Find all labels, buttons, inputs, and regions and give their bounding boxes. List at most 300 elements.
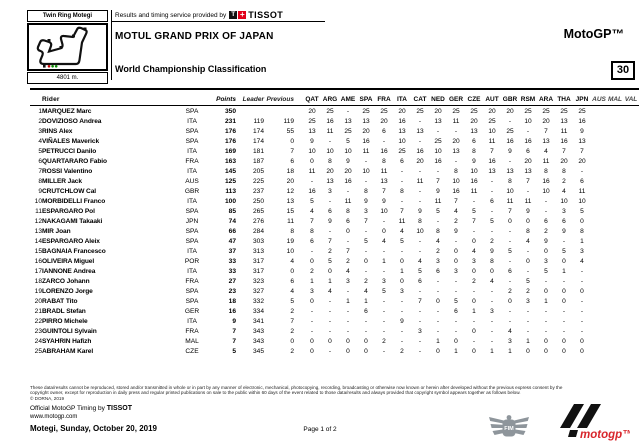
race-points-cell: 8 — [418, 217, 422, 225]
race-points-cell: 20 — [434, 107, 442, 115]
gap-to-leader: 250 — [252, 197, 264, 205]
future-race-cell — [591, 336, 607, 346]
race-points-cell: 16 — [542, 177, 550, 185]
race-points-cell: 1 — [454, 347, 458, 355]
spacer-cell — [294, 296, 303, 306]
race-points-cell: 4 — [562, 187, 566, 195]
race-points-cell: 8 — [580, 227, 584, 235]
race-points-cell: 6 — [580, 177, 584, 185]
race-points-cell: 0 — [580, 217, 584, 225]
race-points-cell: - — [328, 197, 332, 205]
race-points-cell: 11 — [416, 177, 424, 185]
rider-position: 10 — [34, 197, 42, 205]
gap-to-previous: 2 — [290, 307, 294, 315]
rider-nation: FRA — [185, 277, 199, 285]
race-points-cell: - — [418, 287, 422, 295]
race-points-cell: - — [400, 197, 404, 205]
race-points-cell: 0 — [562, 257, 566, 265]
table-row — [30, 176, 639, 186]
race-points-cell: 0 — [400, 277, 404, 285]
race-points-cell: - — [364, 227, 368, 235]
race-points-cell: 16 — [416, 147, 424, 155]
gap-to-previous: 55 — [286, 127, 294, 135]
gap-to-leader: 276 — [252, 217, 264, 225]
race-points-cell: 9 — [346, 157, 350, 165]
future-race-cell — [623, 196, 639, 206]
race-points-cell: 16 — [434, 157, 442, 165]
future-race-cell — [623, 146, 639, 156]
race-points-cell: - — [418, 247, 422, 255]
rider-nation: GBR — [184, 187, 200, 195]
race-column-header: ITA — [397, 96, 407, 103]
future-race-cell — [607, 136, 623, 146]
race-points-cell: 9 — [472, 157, 476, 165]
race-points-cell: 11 — [326, 127, 334, 135]
race-points-cell: - — [382, 267, 386, 275]
rider-points: 350 — [224, 107, 236, 115]
race-points-cell: 3 — [418, 327, 422, 335]
race-points-cell: 20 — [560, 157, 568, 165]
race-points-cell: 7 — [544, 127, 548, 135]
official-timing-line — [30, 405, 132, 412]
race-points-cell: 16 — [524, 137, 532, 145]
race-points-cell: 9 — [310, 137, 314, 145]
race-column-header: QAT — [305, 96, 319, 103]
race-points-cell: 0 — [310, 347, 314, 355]
race-points-cell: - — [544, 307, 548, 315]
rider-nation: ITA — [187, 197, 197, 205]
race-points-cell: - — [526, 127, 530, 135]
rider-name: MILLER Jack — [42, 177, 82, 185]
rider-nation: FRA — [185, 327, 199, 335]
rider-position: 3 — [38, 127, 42, 135]
future-race-cell — [623, 266, 639, 276]
gap-to-leader: 225 — [252, 177, 264, 185]
future-race-cell — [607, 336, 623, 346]
rider-nation: AUS — [185, 177, 199, 185]
future-race-cell — [623, 306, 639, 316]
future-race-cell — [591, 236, 607, 246]
rider-points: 7 — [232, 337, 236, 345]
race-points-cell: 9 — [544, 237, 548, 245]
rider-name: BAGNAIA Francesco — [42, 247, 106, 255]
gap-to-leader: 303 — [252, 237, 264, 245]
rider-nation: SPA — [185, 297, 199, 305]
race-points-cell: 6 — [346, 217, 350, 225]
race-points-cell: 9 — [400, 317, 404, 325]
rider-position: 14 — [34, 237, 42, 245]
rider-position: 21 — [34, 307, 42, 315]
race-points-cell: 2 — [436, 247, 440, 255]
race-points-cell: 0 — [310, 257, 314, 265]
rider-points: 18 — [228, 297, 236, 305]
rider-position: 6 — [38, 157, 42, 165]
circuit-length: 4801 m. — [27, 72, 108, 84]
race-points-cell: 4 — [310, 207, 314, 215]
race-points-cell: 1 — [472, 307, 476, 315]
race-points-cell: 16 — [470, 177, 478, 185]
gap-to-previous: 6 — [290, 277, 294, 285]
race-points-cell: 0 — [544, 287, 548, 295]
spacer-cell — [294, 336, 303, 346]
spacer-cell — [294, 276, 303, 286]
race-points-cell: 1 — [580, 237, 584, 245]
future-race-cell — [607, 346, 623, 356]
race-points-cell: 0 — [310, 297, 314, 305]
gap-to-leader — [236, 106, 264, 117]
race-points-cell: - — [490, 187, 494, 195]
table-row — [30, 236, 639, 246]
rider-points: 169 — [224, 147, 236, 155]
gap-to-leader: 343 — [252, 327, 264, 335]
table-row — [30, 136, 639, 146]
race-points-cell: 16 — [452, 187, 460, 195]
rider-nation: SPA — [185, 137, 199, 145]
race-points-cell: 0 — [526, 217, 530, 225]
race-points-cell: 0 — [562, 297, 566, 305]
rider-position: 8 — [38, 177, 42, 185]
spacer-cell — [294, 236, 303, 246]
table-row — [30, 326, 639, 336]
race-points-cell: 0 — [436, 347, 440, 355]
race-points-cell: - — [382, 217, 386, 225]
race-points-cell: - — [580, 327, 584, 335]
future-race-cell — [591, 146, 607, 156]
race-column-header: FRA — [377, 96, 391, 103]
race-column-header: CZE — [467, 96, 481, 103]
race-points-cell: - — [562, 317, 566, 325]
race-points-cell: - — [382, 137, 386, 145]
race-points-cell: 11 — [308, 167, 316, 175]
race-points-cell: 0 — [400, 257, 404, 265]
race-points-cell: 0 — [328, 267, 332, 275]
race-points-cell: - — [364, 247, 368, 255]
rider-name: BRADL Stefan — [42, 307, 86, 315]
race-points-cell: - — [436, 317, 440, 325]
table-row — [30, 246, 639, 256]
race-points-cell: - — [526, 187, 530, 195]
race-points-cell: 7 — [328, 237, 332, 245]
gap-to-previous: 0 — [290, 267, 294, 275]
race-points-cell: 3 — [490, 307, 494, 315]
previous-column-header: Previous — [266, 96, 294, 103]
header-rule — [111, 21, 325, 22]
race-points-cell: 0 — [346, 337, 350, 345]
future-race-cell — [623, 246, 639, 256]
rider-name: VIÑALES Maverick — [42, 137, 100, 145]
future-race-cell — [623, 236, 639, 246]
race-column-header: AUT — [485, 96, 499, 103]
race-points-cell: 3 — [580, 247, 584, 255]
race-points-cell: 7 — [472, 217, 476, 225]
gap-to-previous: 2 — [290, 347, 294, 355]
race-points-cell: 0 — [526, 347, 530, 355]
rider-position: 18 — [34, 277, 42, 285]
race-points-cell: 13 — [470, 127, 478, 135]
race-points-cell: 4 — [382, 237, 386, 245]
gap-to-previous: 0 — [290, 137, 294, 145]
rider-nation: JPN — [185, 217, 199, 225]
race-points-cell: 10 — [344, 147, 352, 155]
race-points-cell: - — [544, 317, 548, 325]
race-points-cell: 6 — [454, 307, 458, 315]
race-points-cell: 20 — [326, 167, 334, 175]
timing-prefix: Official MotoGP Timing by — [30, 405, 105, 412]
race-points-cell: 0 — [544, 337, 548, 345]
future-race-cell — [623, 286, 639, 296]
gap-to-leader: 181 — [252, 147, 264, 155]
rider-name: ESPARGARO Aleix — [42, 237, 100, 245]
table-row — [30, 116, 639, 126]
rider-name: MORBIDELLI Franco — [42, 197, 106, 205]
race-points-cell: 13 — [542, 137, 550, 145]
race-points-cell: 2 — [472, 277, 476, 285]
race-points-cell: 8 — [508, 177, 512, 185]
future-race-cell — [591, 316, 607, 326]
race-column-header: ARG — [322, 96, 338, 103]
gap-to-leader: 341 — [252, 317, 264, 325]
race-points-cell: 5 — [580, 207, 584, 215]
race-points-cell: 1 — [400, 267, 404, 275]
race-points-cell: 0 — [544, 247, 548, 255]
race-points-cell: 11 — [434, 197, 442, 205]
race-points-cell: - — [418, 187, 422, 195]
gap-to-previous: 6 — [290, 157, 294, 165]
race-points-cell: - — [418, 337, 422, 345]
race-points-cell: 9 — [490, 247, 494, 255]
race-points-cell: - — [382, 347, 386, 355]
spacer-cell — [294, 156, 303, 166]
disclaimer-line: These data/results cannot be reproduced, stored and/or transmitted in whole or in part by any manner of electronic, mechanical, photocopying, recording, broadcasting or otherwise now known or herein after developed without the previous express consent by the — [30, 385, 563, 390]
spacer-cell — [294, 266, 303, 276]
race-points-cell: 0 — [364, 257, 368, 265]
race-points-cell: - — [346, 307, 350, 315]
rider-nation: SPA — [185, 207, 199, 215]
race-points-cell: - — [490, 207, 494, 215]
race-points-cell: 20 — [542, 117, 550, 125]
race-points-cell: - — [400, 177, 404, 185]
race-points-cell: 0 — [526, 257, 530, 265]
race-points-cell: - — [436, 277, 440, 285]
race-points-cell: 2 — [310, 267, 314, 275]
race-points-cell: 20 — [380, 117, 388, 125]
rider-position: 25 — [34, 347, 42, 355]
spacer-cell — [294, 216, 303, 226]
future-race-cell — [591, 296, 607, 306]
race-column-header: NED — [431, 96, 445, 103]
race-points-cell: 0 — [346, 227, 350, 235]
gap-to-previous: 8 — [290, 227, 294, 235]
race-points-cell: 1 — [436, 337, 440, 345]
race-points-cell: 0 — [562, 287, 566, 295]
table-row — [30, 206, 639, 216]
rider-points: 16 — [228, 307, 236, 315]
gap-to-previous: 5 — [290, 297, 294, 305]
rider-position: 22 — [34, 317, 42, 325]
gap-to-leader: 237 — [252, 187, 264, 195]
race-column-header: RSM — [520, 96, 536, 103]
race-points-cell: 8 — [490, 257, 494, 265]
rider-name: ROSSI Valentino — [42, 167, 93, 175]
race-points-cell: - — [328, 327, 332, 335]
race-points-cell: - — [526, 327, 530, 335]
race-points-cell: 10 — [488, 127, 496, 135]
tissot-t-icon: T — [229, 11, 237, 19]
race-points-cell: 4 — [328, 287, 332, 295]
position-column-header — [30, 89, 42, 106]
rider-nation: MAL — [185, 337, 199, 345]
race-points-cell: 7 — [310, 217, 314, 225]
rider-position: 20 — [34, 297, 42, 305]
race-points-cell: - — [400, 297, 404, 305]
rider-nation: ITA — [187, 267, 197, 275]
race-points-cell: 7 — [580, 147, 584, 155]
future-race-cell — [591, 276, 607, 286]
race-points-cell: 6 — [364, 307, 368, 315]
race-points-cell: 13 — [344, 117, 352, 125]
page-title: World Championship Classification — [115, 64, 267, 74]
race-column-header: GBR — [502, 96, 518, 103]
race-points-cell: 0 — [454, 247, 458, 255]
race-points-cell: 13 — [506, 167, 514, 175]
race-points-cell: - — [562, 327, 566, 335]
leader-column-header: Leader — [242, 96, 264, 103]
race-points-cell: 6 — [310, 237, 314, 245]
race-points-cell: 13 — [362, 117, 370, 125]
race-points-cell: 5 — [562, 247, 566, 255]
race-points-cell: 20 — [452, 137, 460, 145]
gap-to-leader: 343 — [252, 337, 264, 345]
race-points-cell: 7 — [454, 197, 458, 205]
race-points-cell: 8 — [328, 157, 332, 165]
race-points-cell: 0 — [310, 157, 314, 165]
race-points-cell: 20 — [344, 167, 352, 175]
future-race-cell — [591, 326, 607, 336]
race-points-cell: 1 — [544, 297, 548, 305]
race-points-cell: - — [454, 277, 458, 285]
rider-points: 33 — [228, 257, 236, 265]
race-points-cell: 1 — [562, 267, 566, 275]
race-points-cell: 11 — [506, 197, 514, 205]
provided-by-text: Results and timing service provided by — [115, 11, 227, 19]
table-row — [30, 316, 639, 326]
page-number: Page 1 of 2 — [303, 426, 337, 433]
race-points-cell: 5 — [418, 267, 422, 275]
spacer-cell — [294, 316, 303, 326]
race-points-cell: - — [418, 347, 422, 355]
classification-table — [30, 88, 639, 356]
race-points-cell: 4 — [580, 257, 584, 265]
gap-to-previous: 12 — [286, 187, 294, 195]
race-points-cell: 0 — [364, 347, 368, 355]
race-points-cell: 6 — [562, 217, 566, 225]
gap-to-leader: 334 — [252, 307, 264, 315]
future-race-cell — [623, 226, 639, 236]
rider-position: 7 — [38, 167, 42, 175]
timing-brand: TISSOT — [106, 405, 132, 412]
race-points-cell: - — [544, 327, 548, 335]
future-race-cell — [623, 186, 639, 196]
race-points-cell: - — [436, 327, 440, 335]
website-link[interactable]: www.motogp.com — [30, 414, 78, 420]
race-points-cell: 16 — [488, 157, 496, 165]
race-points-cell: 11 — [542, 157, 550, 165]
race-points-cell: 4 — [454, 207, 458, 215]
future-race-cell — [623, 116, 639, 126]
race-points-cell: 4 — [508, 327, 512, 335]
race-points-cell: 5 — [310, 197, 314, 205]
gap-to-leader: 332 — [252, 297, 264, 305]
race-points-cell: 5 — [364, 237, 368, 245]
future-race-cell — [623, 216, 639, 226]
race-points-cell: - — [508, 257, 512, 265]
race-points-cell: 25 — [362, 107, 370, 115]
spacer-cell — [294, 126, 303, 136]
table-row — [30, 126, 639, 136]
rider-position: 1 — [38, 107, 42, 115]
race-points-cell: - — [364, 317, 368, 325]
race-points-cell: 3 — [508, 337, 512, 345]
rider-nation: SPA — [185, 127, 199, 135]
race-points-cell: - — [364, 177, 368, 185]
race-points-cell: 0 — [490, 267, 494, 275]
race-points-cell: 3 — [562, 207, 566, 215]
rider-position: 24 — [34, 337, 42, 345]
future-race-cell — [623, 176, 639, 186]
race-points-cell: - — [328, 137, 332, 145]
svg-text:motogp™: motogp™ — [580, 429, 630, 441]
race-points-cell: - — [418, 317, 422, 325]
rider-name: RINS Alex — [42, 127, 73, 135]
race-points-cell: - — [508, 277, 512, 285]
race-points-cell: 10 — [326, 147, 334, 155]
race-points-cell: 9 — [382, 197, 386, 205]
race-points-cell: 9 — [562, 227, 566, 235]
race-points-cell: - — [526, 317, 530, 325]
race-points-cell: 0 — [544, 347, 548, 355]
race-points-cell: 0 — [580, 347, 584, 355]
rider-points: 23 — [228, 287, 236, 295]
tissot-wordmark: TISSOT — [248, 10, 284, 20]
race-points-cell: - — [346, 187, 350, 195]
race-points-cell: - — [418, 307, 422, 315]
race-points-cell: - — [400, 247, 404, 255]
race-points-cell: 13 — [398, 127, 406, 135]
race-points-cell: 6 — [526, 147, 530, 155]
race-points-cell: - — [418, 197, 422, 205]
race-points-cell: 4 — [526, 237, 530, 245]
race-points-cell: - — [580, 317, 584, 325]
race-points-cell: 11 — [578, 187, 586, 195]
race-points-cell: 11 — [470, 187, 478, 195]
race-points-cell: 10 — [380, 207, 388, 215]
race-points-cell: - — [346, 317, 350, 325]
race-points-cell: 6 — [418, 277, 422, 285]
race-points-cell: 2 — [490, 237, 494, 245]
race-points-cell: 25 — [308, 117, 316, 125]
race-points-cell: 2 — [346, 257, 350, 265]
race-points-cell: 3 — [544, 257, 548, 265]
race-points-cell: 8 — [454, 167, 458, 175]
rider-points: 27 — [228, 277, 236, 285]
race-points-cell: - — [382, 327, 386, 335]
race-points-cell: 9 — [526, 207, 530, 215]
race-points-cell: 8 — [310, 227, 314, 235]
race-points-cell: 16 — [380, 147, 388, 155]
gap-to-previous: 7 — [290, 147, 294, 155]
race-points-cell: 3 — [526, 297, 530, 305]
race-points-cell: 11 — [362, 147, 370, 155]
